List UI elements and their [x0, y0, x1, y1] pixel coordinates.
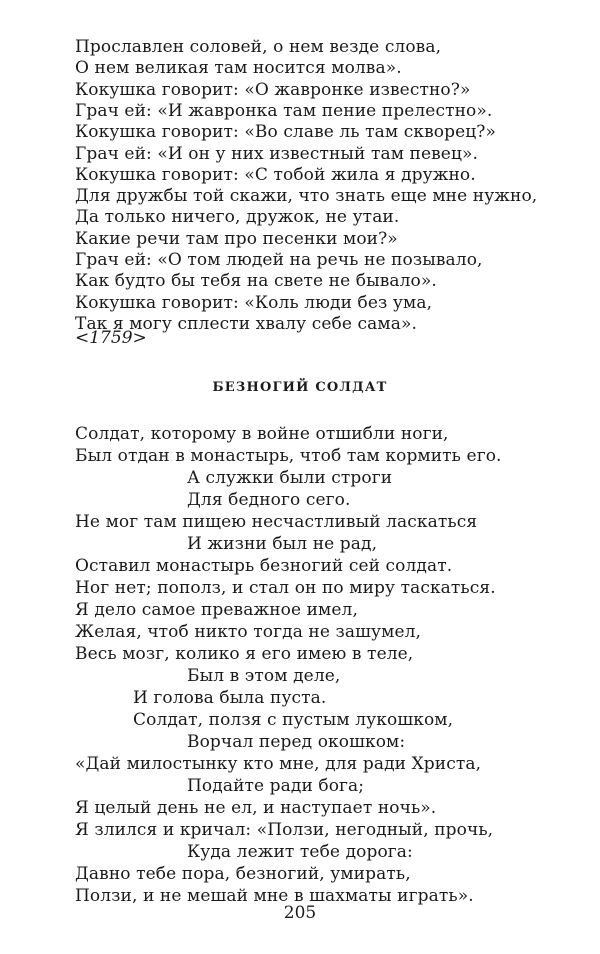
poem-2-line: И жизни был не рад, — [187, 534, 378, 554]
poem-1-line: Прославлен соловей, о нем везде слова, — [75, 37, 442, 57]
poem-2-line: Не мог там пищею несчастливый ласкаться — [75, 512, 478, 532]
poem-2-title: БЕЗНОГИЙ СОЛДАТ — [212, 380, 388, 395]
poem-1-line: Кокушка говорит: «Во славе ль там скворец?» — [75, 122, 496, 143]
poem-1-line: Кокушка говорит: «Коль люди без ума, — [75, 292, 433, 313]
poem-2-line: Оставил монастырь безногий сей солдат. — [75, 556, 453, 576]
poem-2-line: Был отдан в монастырь, чтоб там кормить его. — [75, 446, 502, 466]
poem-1-line: Так я могу сплести хвалу себе сама». — [75, 313, 417, 334]
poem-2-line: Давно тебе пора, безногий, умирать, — [75, 864, 411, 884]
poem-2-line: Желая, чтоб никто тогда не зашумел, — [75, 622, 422, 642]
poem-2-line: А служки были строги — [187, 468, 393, 488]
poem-1-line: Кокушка говорит: «О жавронке известно?» — [75, 79, 471, 100]
poem-2-line: Я дело самое преважное имел, — [75, 600, 358, 620]
poem-2-line: Солдат, которому в войне отшибли ноги, — [75, 424, 449, 444]
poem-2-line: И голова была пуста. — [133, 688, 327, 708]
poem-2-line: Был в этом деле, — [187, 666, 341, 686]
poem-1-line: Как будто бы тебя на свете не бывало». — [75, 271, 437, 292]
poem-1-line: Кокушка говорит: «С тобой жила я дружно. — [75, 164, 476, 185]
poem-2-line: Ворчал перед окошком: — [187, 732, 406, 752]
poem-2-line: Солдат, ползя с пустым лукошком, — [133, 710, 454, 730]
page-number: 205 — [283, 903, 317, 923]
poem-2-line: Для бедного сего. — [187, 490, 351, 510]
poem-2-line: Ползи, и не мешай мне в шахматы играть». — [75, 886, 474, 906]
poem-1-line: Да только ничего, дружок, не утаи. — [75, 207, 400, 228]
poem-1-line: Для дружбы той скажи, что знать еще мне нужно, — [75, 186, 538, 207]
poem-2-line: Ног нет; пополз, и стал он по миру таскаться. — [75, 578, 496, 598]
poem-1-date: <1759> — [75, 328, 147, 348]
poem-1-line: Грач ей: «О том людей на речь не позывало, — [75, 250, 483, 270]
poem-2-line: «Дай милостынку кто мне, для ради Христа, — [75, 754, 482, 774]
poem-1-line: Грач ей: «И он у них известный там певец». — [75, 143, 478, 164]
poem-2-line: Я злился и кричал: «Ползи, негодный, прочь, — [75, 820, 494, 840]
poem-1-line: Какие речи там про песенки мои?» — [75, 228, 398, 249]
poem-1-line: Грач ей: «И жавронка там пение прелестно». — [75, 100, 493, 121]
poem-2-line: Я целый день не ел, и наступает ночь». — [75, 798, 437, 818]
poem-2-line: Подайте ради бога; — [187, 776, 365, 796]
poem-1-line: О нем великая там носится молва». — [75, 58, 402, 79]
poem-2-line: Куда лежит тебе дорога: — [187, 842, 413, 862]
poem-2-line: Весь мозг, колико я его имею в теле, — [75, 644, 414, 664]
